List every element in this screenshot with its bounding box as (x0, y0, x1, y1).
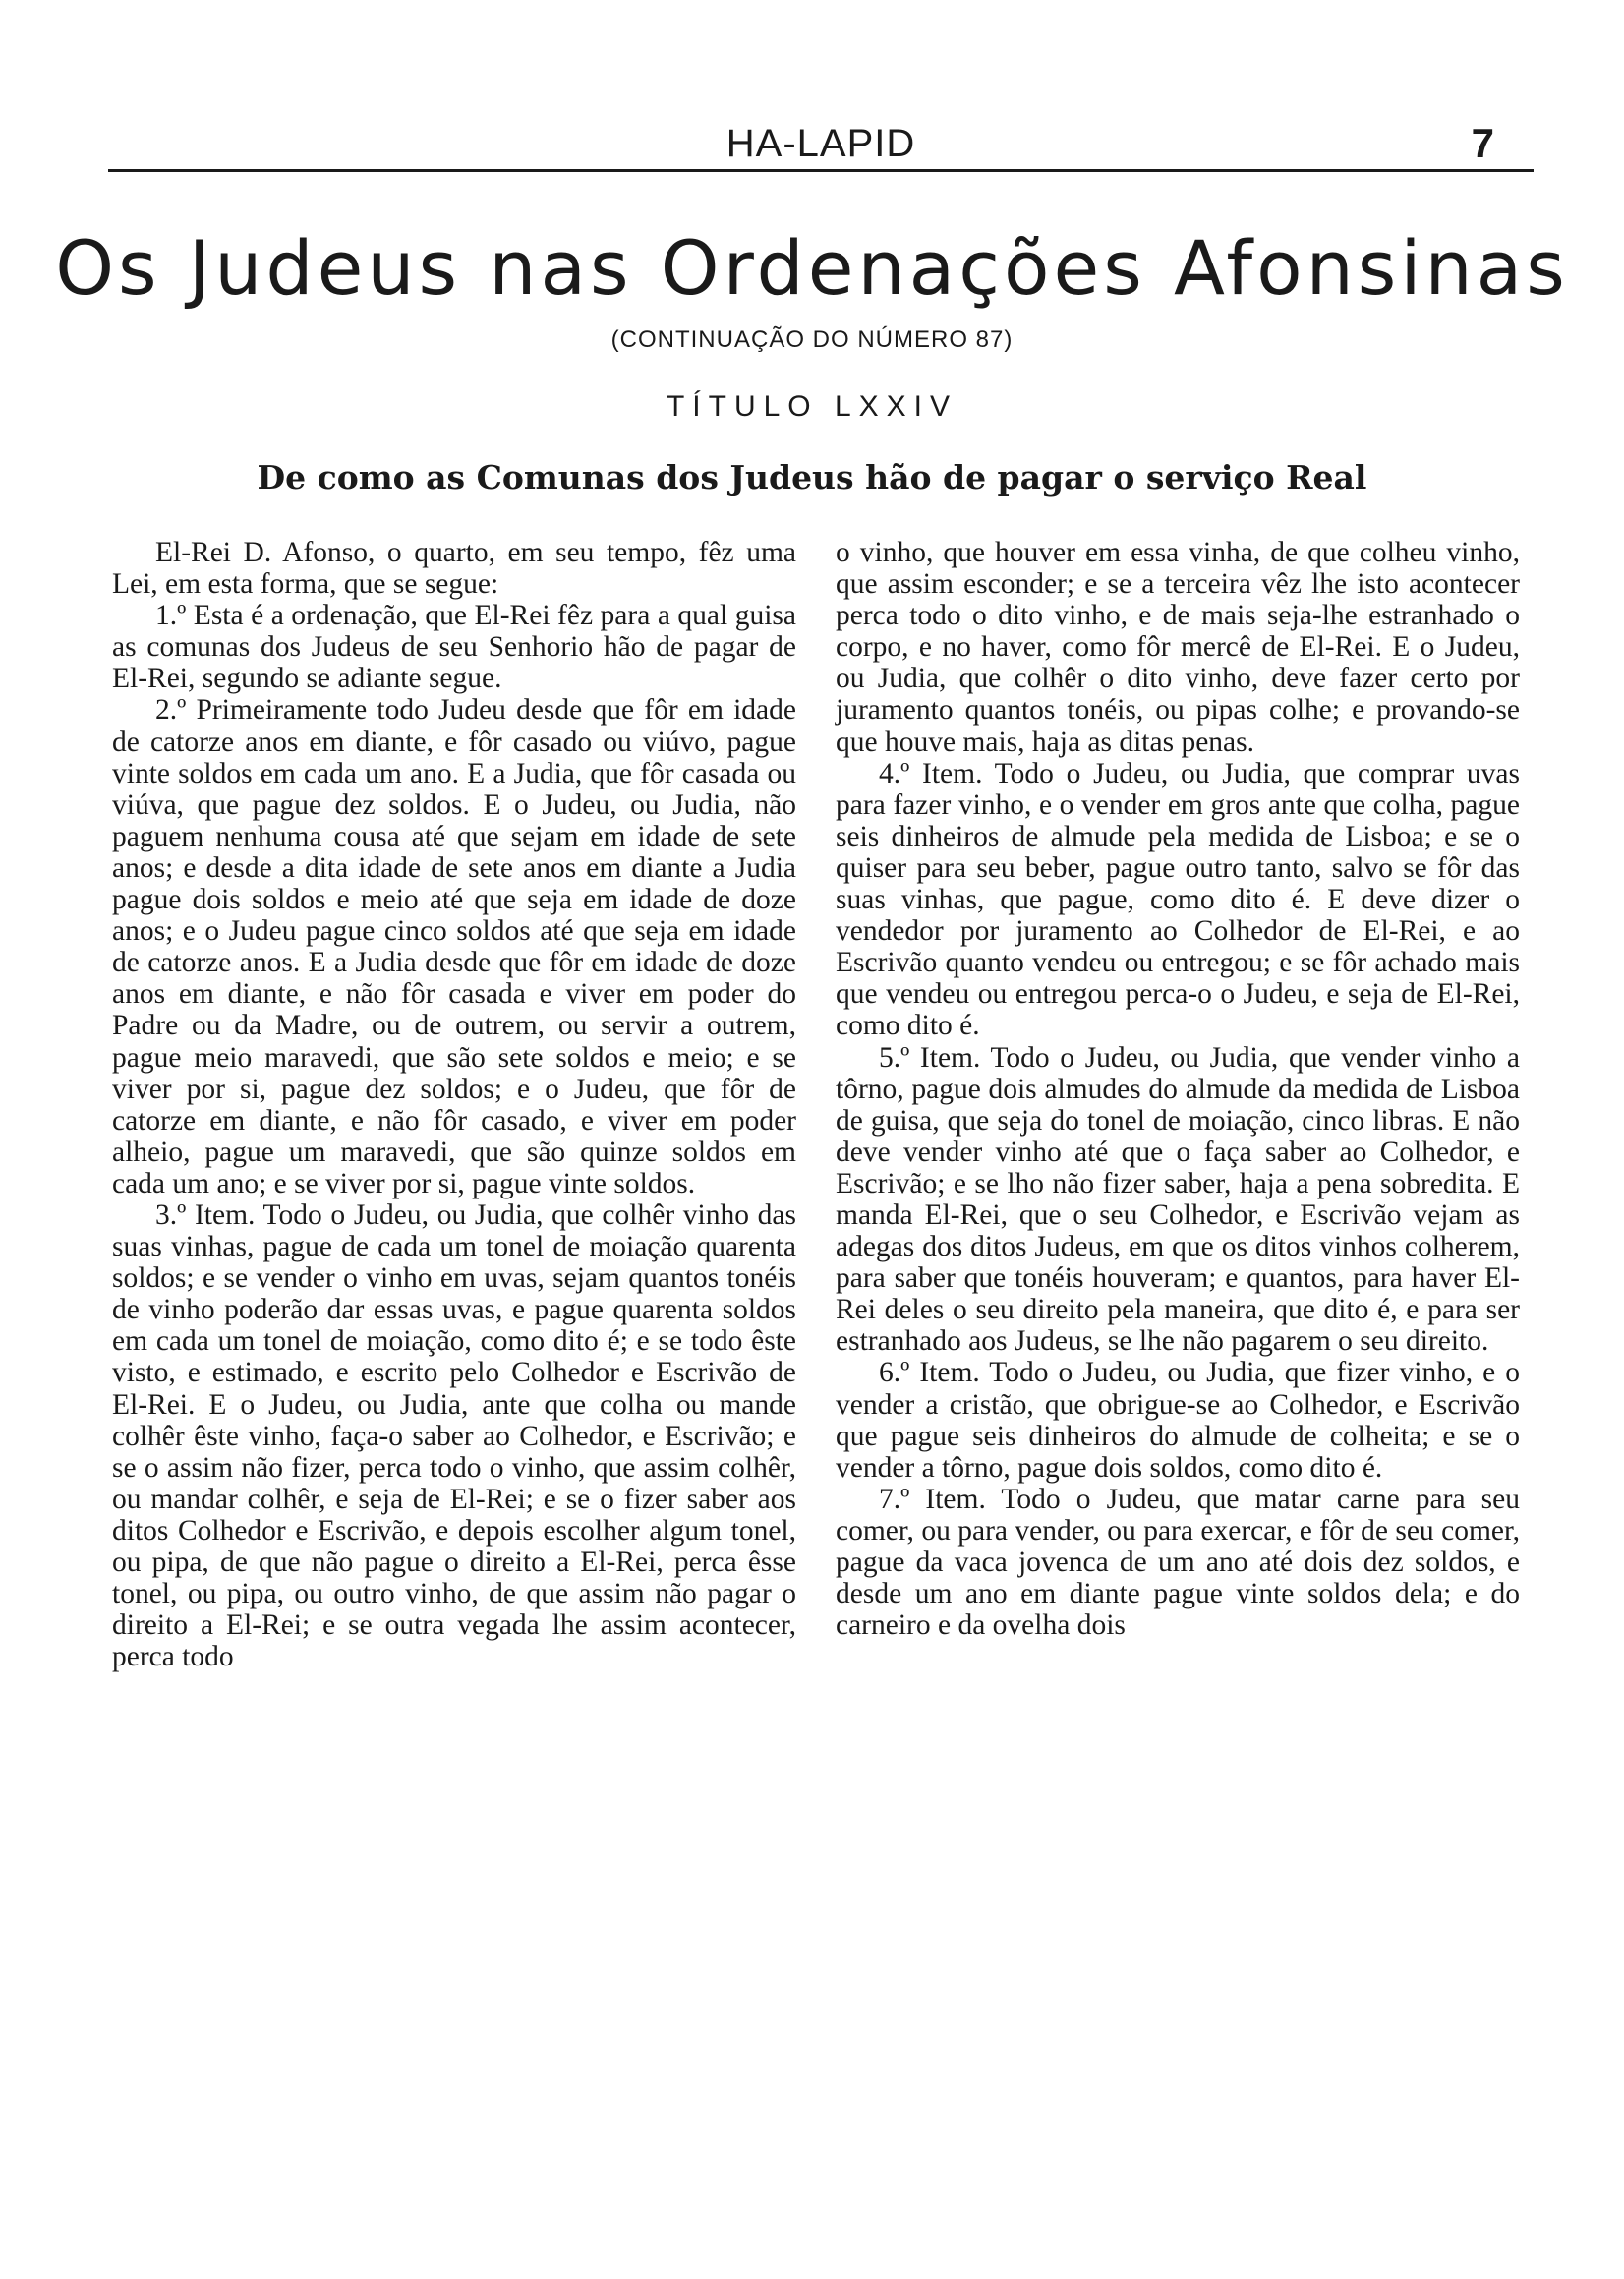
paragraph-4-text: Item. Todo o Judeu, ou Judia, que comprar uvas para fazer vinho, e o vender em gros ante que colha, pague seis dinheiros de almude pela medida de Lisboa; e se o quiser para seu beber, pague outro tanto, salvo se fôr das suas vinhas, que pague, como dito é. E deve dizer o vendedor por juramento ao Colhedor de El-Rei, e ao Escrivão quanto vendeu ou entregou; e se fôr achado mais que vendeu ou entregou perca-o o Judeu, e seja de El-Rei, como dito é. (836, 757, 1521, 1042)
journal-name: HA-LAPID (725, 122, 916, 165)
paragraph-6 (836, 1357, 1520, 1483)
paragraph-6-label: 6.º (879, 1357, 910, 1389)
paragraph-2-text: Primeiramente todo Judeu desde que fôr em idade de catorze anos em diante, e fôr casado ou viúvo, pague vinte soldos em cada um ano. E a Judia, que fôr casada ou viúva, que pague dez soldos. E o Judeu, ou Judia, não paguem nenhuma cousa até que sejam em idade de sete anos; e desde a dita idade de sete anos em diante a Judia pague dois soldos e meio até que seja em idade de doze anos; e o Judeu pague cinco soldos até que seja em idade de catorze anos. E a Judia desde que fôr em idade de doze anos em diante, e não fôr casada e viver em poder do Padre ou da Madre, ou de outrem, ou servir a outrem, pague meio maravedi, que são sete soldos e meio; e se viver por si, pague dez soldos; e o Judeu, que fôr de catorze em diante, e não fôr casado, e viver em poder alheio, pague um maravedi, que são quinze soldos em cada um ano; e se viver por si, pague vinte soldos. (112, 694, 796, 1199)
title-number: TÍTULO LXXIV (666, 390, 958, 423)
paragraph-1-label: 1.º (155, 600, 187, 632)
left-column (112, 537, 796, 1672)
page-number: 7 (1471, 120, 1494, 166)
running-header (108, 120, 1534, 172)
paragraph-2 (112, 694, 796, 1199)
paragraph-5 (836, 1042, 1520, 1358)
paragraph-4-label: 4.º (879, 757, 910, 789)
paragraph-4 (836, 758, 1520, 1042)
article-title: Os Judeus nas Ordenações Afonsinas (55, 224, 1569, 312)
continuation-note: (CONTINUAÇÃO DO NÚMERO 87) (610, 326, 1014, 353)
paragraph-5-text: Item. Todo o Judeu, ou Judia, que vender vinho a tôrno, pague dois almudes do almude da medida de Lisboa de guisa, que seja do tonel de moiação, cinco libras. E não deve vender vinho até que o faça saber ao Colhedor, e Escrivão; e se lho não fizer saber, haja a pena sobredita. E manda El-Rei, que o seu Colhedor, e Escrivão vejam as adegas dos ditos Judeus, em que os ditos vinhos colherem, para saber que tonéis houveram; e quantos, para haver El-Rei deles o seu direito pela maneira, que dito é, e para ser estranhado aos Judeus, se lhe não pagarem o seu direito. (836, 1041, 1520, 1358)
paragraph-intro: El-Rei D. Afonso, o quarto, em seu tempo, fêz uma Lei, em esta forma, que se segue: (112, 537, 796, 601)
section-heading: De como as Comunas dos Judeus hão de pagar o serviço Real (257, 458, 1367, 497)
paragraph-5-label: 5.º (879, 1041, 910, 1074)
paragraph-2-label: 2.º (155, 694, 187, 727)
paragraph-7-label: 7.º (879, 1483, 910, 1515)
paragraph-3-text: Item. Todo o Judeu, ou Judia, que colhêr vinho das suas vinhas, pague de cada um tonel de moiação quarenta soldos; e se vender o vinho em uvas, sejam quantos tonéis de vinho poderão dar essas uvas, e pague quarenta soldos em cada um tonel de moiação, como dito é; e se todo êste visto, e estimado, e escrito pelo Colhedor e Escrivão de El-Rei. E o Judeu, ou Judia, ante que colha ou mande colhêr êste vinho, faça-o saber ao Colhedor, e Escrivão; e se o assim não fizer, perca todo o vinho, que assim colhêr, ou mandar colhêr, e seja de El-Rei; e se o fizer saber aos ditos Colhedor e Escrivão, e depois escolher algum tonel, ou pipa, de que não pague o direito a El-Rei, perca êsse tonel, ou pipa, ou outro vinho, de que assim não pagar o direito a El-Rei; e se outra vegada lhe assim acontecer, perca todo (112, 1198, 796, 1673)
paragraph-6-text: Item. Todo o Judeu, ou Judia, que fizer vinho, e o vender a cristão, que obrigue-se ao Colhedor, e Escrivão que pague seis dinheiros do almude de colheita; e se o vender a tôrno, pague dois soldos, como dito é. (836, 1357, 1520, 1484)
paragraph-7-text: Item. Todo o Judeu, que matar carne para seu comer, ou para vender, ou para exercar, e fôr de seu comer, pague da vaca jovenca de um ano até dois dez soldos, e desde um ano em diante pague vinte soldos dela; e do carneiro e da ovelha dois (836, 1483, 1520, 1642)
right-column (836, 537, 1520, 1641)
paragraph-7 (836, 1484, 1520, 1641)
paragraph-3-label: 3.º (155, 1198, 187, 1231)
paragraph-1 (112, 600, 796, 694)
paragraph-3 (112, 1199, 796, 1672)
paragraph-3-continued: o vinho, que houver em essa vinha, de que colheu vinho, que assim esconder; e se a terceira vêz lhe isto acontecer perca todo o dito vinho, e de mais seja-lhe estranhado o corpo, e no haver, como fôr mercê de El-Rei. E o Judeu, ou Judia, que colhêr o dito vinho, deve fazer certo por juramento quantos tonéis, ou pipas colhe; e provando-se que houve mais, haja as ditas penas. (836, 537, 1520, 758)
paragraph-1-text: Esta é a ordenação, que El-Rei fêz para a qual guisa as comunas dos Judeus de seu Senhorio hão de pagar de El-Rei, segundo se adiante segue. (112, 600, 796, 695)
